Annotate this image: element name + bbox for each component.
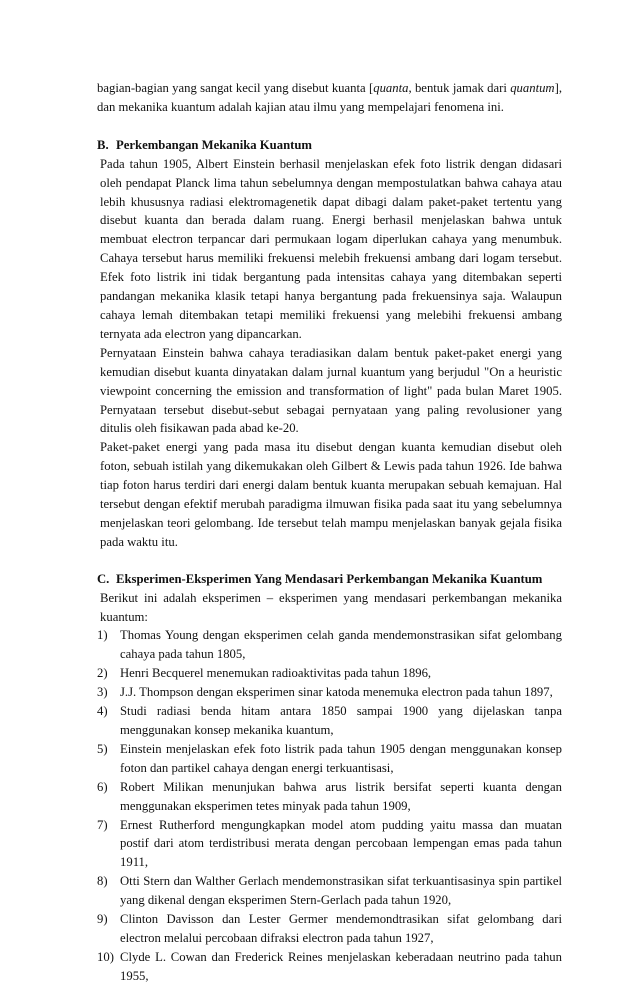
section-c bbox=[97, 570, 562, 986]
intro-text-3: ], dan mekanika kuantum adalah kajian atau ilmu yang mempelajari fenomena ini. bbox=[97, 81, 562, 114]
list-item-number: 1) bbox=[97, 628, 108, 643]
intro-text-2: , bentuk jamak dari bbox=[408, 81, 511, 95]
list-item bbox=[97, 872, 562, 910]
intro-italic-quantum: quantum bbox=[510, 81, 555, 95]
list-item-number: 6) bbox=[97, 779, 108, 794]
list-item-text: Clinton Davisson dan Lester Germer mendemondtrasikan sifat gelombang dari electron melalui percobaan difraksi electron pada tahun 1927, bbox=[120, 912, 562, 945]
section-b-paragraph-2: Pernyataan Einstein bahwa cahaya teradiasikan dalam bentuk paket-paket energi yang kemudian disebut kuanta dinyatakan dalam jurnal kuantum yang berjudul "On a heuristic viewpoint concerning the emission and transformation of light" pada bulan Maret 1905. Pernyataan tersebut disebut-sebut sebagai pernyataan yang paling revolusioner yang ditulis oleh fisikawan pada abad ke-20. bbox=[100, 345, 562, 436]
list-item-text: J.J. Thompson dengan eksperimen sinar katoda menemuka electron pada tahun 1897, bbox=[120, 685, 553, 700]
list-item bbox=[97, 702, 562, 740]
list-item-number: 4) bbox=[97, 704, 108, 719]
intro-paragraph bbox=[97, 79, 562, 117]
list-item-number: 3) bbox=[97, 685, 108, 700]
list-item bbox=[97, 910, 562, 948]
list-item-text: Studi radiasi benda hitam antara 1850 sampai 1900 yang dijelaskan tanpa menggunakan konsep mekanika kuantum, bbox=[120, 704, 562, 737]
section-b-title: Perkembangan Mekanika Kuantum bbox=[116, 137, 312, 152]
list-item-number: 9) bbox=[97, 912, 108, 927]
list-item bbox=[97, 683, 562, 702]
list-item-number: 5) bbox=[97, 741, 108, 756]
section-c-title: Eksperimen-Eksperimen Yang Mendasari Perkembangan Mekanika Kuantum bbox=[116, 571, 543, 586]
list-item-number: 7) bbox=[97, 817, 108, 832]
section-b bbox=[97, 136, 562, 552]
list-item-text: Clyde L. Cowan dan Frederick Reines menjelaskan keberadaan neutrino pada tahun 1955, bbox=[120, 949, 562, 983]
list-item bbox=[97, 626, 562, 664]
list-item bbox=[97, 664, 562, 683]
section-b-label: B. bbox=[97, 137, 109, 152]
section-b-paragraph-1: Pada tahun 1905, Albert Einstein berhasil menjelaskan efek foto listrik dengan didasari oleh pendapat Planck lima tahun sebelumnya dengan mempostulatkan bahwa cahaya atau lebih khususnya radiasi elektromagenetik dapat dibagi dalam paket-paket tertentu yang disebut kuanta dan berada dalam ruang. Energi berhasil menjelaskan bahwa untuk membuat electron terpancar dari permukaan logam diperlukan cahaya yang menumbuk. Cahaya tersebut harus memiliki frekuensi melebih frekuensi ambang dari logam tersebut. Efek foto listrik ini tidak bergantung pada intensitas cahaya yang ditembakan seperti pandangan mekanika klasik tetapi hanya bergantung pada frekuensinya saja. Walaupun cahaya lemah ditembakan tetapi memiliki frekuensi yang melebihi frekuensi ambang ternyata ada electron yang dipancarkan. bbox=[100, 156, 562, 341]
list-item-text: Henri Becquerel menemukan radioaktivitas pada tahun 1896, bbox=[120, 666, 432, 681]
list-item bbox=[97, 778, 562, 816]
list-item-text: Robert Milikan menunjukan bahwa arus listrik bersifat seperti kuanta dengan menggunakan eksperimen tetes minyak pada tahun 1909, bbox=[120, 779, 562, 813]
list-item-number: 2) bbox=[97, 666, 108, 681]
list-item-number: 10) bbox=[97, 949, 114, 964]
list-item bbox=[97, 816, 562, 873]
section-b-paragraph-3: Paket-paket energi yang pada masa itu disebut dengan kuanta kemudian disebut oleh foton, sebuah istilah yang dikemukakan oleh Gilbert & Lewis pada tahun 1926. Ide bahwa tiap foton harus terdiri dari energi dalam bentuk kuanta merupakan sebuah kemajuan. Hal tersebut dengan efektif merubah paradigma ilmuwan fisika pada saat itu yang sebelumnya menjelaskan teori gelombang. Ide tersebut telah mampu menjelaskan banyak gejala fisika pada waktu itu. bbox=[100, 440, 562, 549]
list-item bbox=[97, 740, 562, 778]
list-item bbox=[97, 948, 562, 986]
section-c-label: C. bbox=[97, 571, 110, 586]
list-item-text: Ernest Rutherford mengungkapkan model atom pudding yaitu massa dan muatan postif dari atom terdistribusi merata dengan percobaan lempengan emas pada tahun 1911, bbox=[120, 817, 562, 870]
list-item-text: Otti Stern dan Walther Gerlach mendemonstrasikan sifat terkuantisasinya spin partikel yang dikenal dengan eksperimen Stern-Gerlach pada tahun 1920, bbox=[120, 874, 562, 908]
section-b-heading bbox=[97, 136, 562, 155]
intro-text-1: bagian-bagian yang sangat kecil yang disebut kuanta [ bbox=[97, 81, 374, 95]
intro-italic-quanta: quanta bbox=[373, 81, 409, 95]
list-item-text: Einstein menjelaskan efek foto listrik pada tahun 1905 dengan menggunakan konsep foton dan partikel cahaya dengan energi terkuantisasi, bbox=[120, 741, 562, 775]
list-item-text: Thomas Young dengan eksperimen celah ganda mendemonstrasikan sifat gelombang cahaya pada tahun 1805, bbox=[120, 628, 562, 662]
section-c-heading bbox=[97, 570, 562, 589]
experiment-list bbox=[97, 626, 562, 985]
section-c-intro: Berikut ini adalah eksperimen – eksperimen yang mendasari perkembangan mekanika kuantum: bbox=[100, 590, 562, 624]
list-item-number: 8) bbox=[97, 874, 108, 889]
